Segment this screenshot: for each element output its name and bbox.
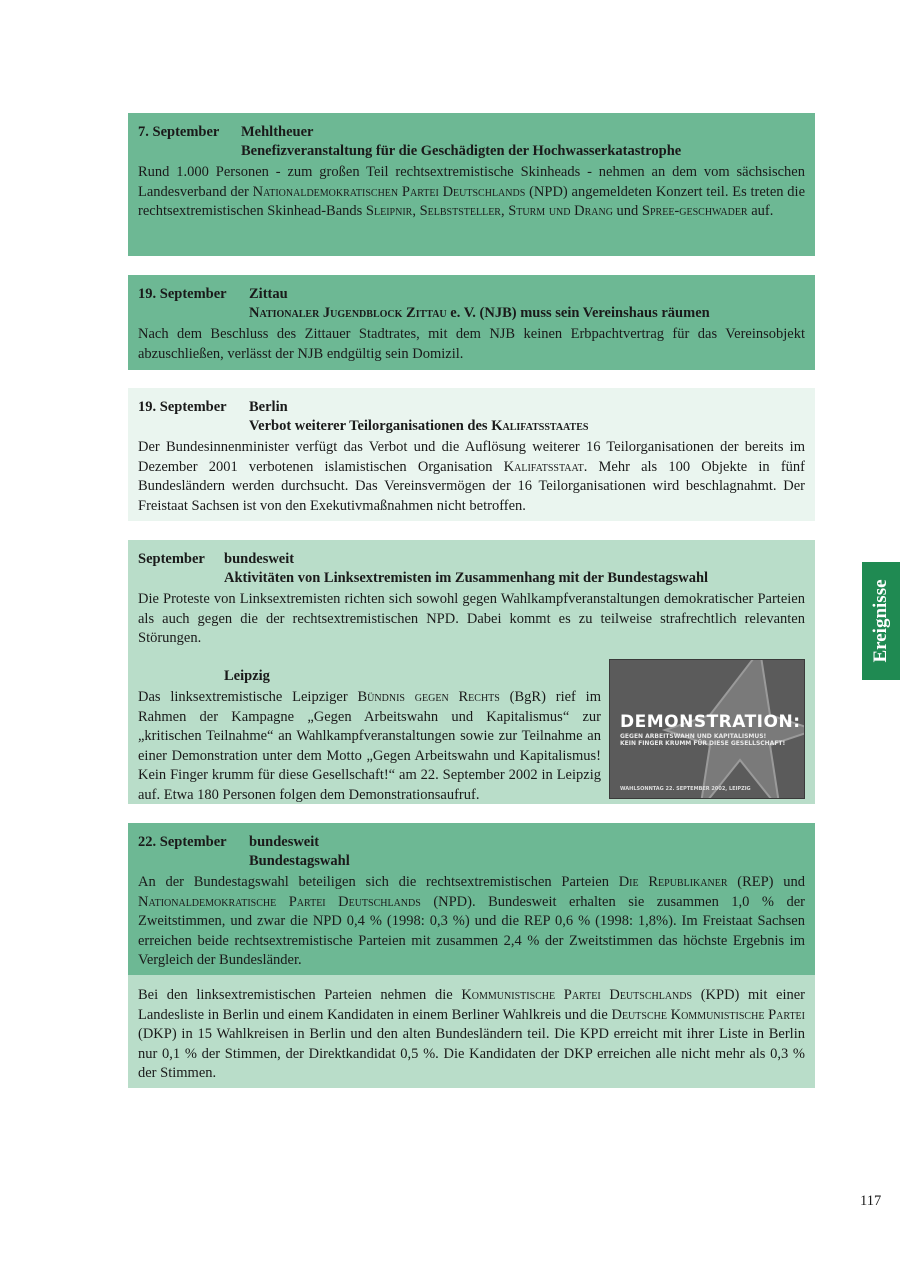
entry-place: Mehltheuer [241,124,314,140]
sub-entry-body: Das linksextremistische Leipziger Bündnis gegen Rechts (BgR) rief im Rahmen der Kampagne „Gegen Arbeitswahn und Kapitalismus“ zur „kritischen Teilnahme“ an Wahlkampfveranstaltungen sowie zur Teilnahme an einer Demonstration unter dem Motto „Gegen Arbeitswahn und Kapitalismus! Kein Finger krumm für diese Gesellschaft!“ am 22. September 2002 in Leipzig auf. Etwa 180 Personen folgen dem Demonstrationsaufruf. [138,689,601,803]
entry-header [138,833,805,871]
entry-date: 7. September [138,124,220,140]
entry-title: Benefizveranstaltung für die Geschädigten der Hochwasserkatastrophe [241,143,682,159]
entry-place: bundesweit [224,551,295,567]
entry-title: Aktivitäten von Linksextremisten im Zusammenhang mit der Bundestagswahl [224,570,709,586]
section-tab-label: Ereignisse [870,579,891,663]
entry-body: Der Bundesinnenminister verfügt das Verbot und die Auflösung weiterer 16 Teilorganisationen der bereits im Dezember 2001 verbotenen islamistischen Organisation Kalifatsstaat. Mehr als 100 Objekte in fünf Bundesländern werden durchsucht. Das Vereinsvermögen der 16 Teilorganisationen wird beschlagnahmt. Der Freistaat Sachsen ist von den Exekutivmaßnahmen nicht betroffen. [138,439,805,514]
poster-footer: WAHLSONNTAG 22. SEPTEMBER 2002, LEIPZIG [620,785,751,792]
poster-title: DEMONSTRATION: [620,711,801,732]
entry-header [138,285,805,323]
entry-body: Bei den linksextremistischen Parteien nehmen die Kommunistische Partei Deutschlands (KPD) mit einer Landesliste in Berlin und einem Kandidaten in einem Berliner Wahlkreis und die Deutsche Kommunistische Partei (DKP) in 15 Wahlkreisen in Berlin und den alten Bundesländern teil. Die KPD erreicht mit ihrer Liste in Berlin nur 0,1 % der Stimmen, der Direktkandidat 0,5 %. Die Kandidaten der DKP erreichen alle nicht mehr als 0,3 % der Stimmen. [138,987,805,1081]
entry-place: Berlin [249,399,288,415]
poster-subtitle: GEGEN ARBEITSWAHN UND KAPITALISMUS! KEIN FINGER KRUMM FÜR DIESE GESELLSCHAFT! [620,732,786,747]
entry-date: 19. September [138,286,227,302]
entry-header [138,398,805,436]
entry-body: An der Bundestagswahl beteiligen sich die rechtsextremistischen Parteien Die Republikaner (REP) und Nationaldemokratische Partei Deutschlands (NPD). Bundesweit erhalten sie zusammen 1,0 % der Zweitstimmen, und zwar die NPD 0,4 % (1998: 0,3 %) und die REP 0,6 % (1998: 1,8%). Im Freistaat Sachsen erreichen beide rechtsextremistische Parteien mit zusammen 2,4 % der Zweitstimmen das höchste Ergebnis im Vergleich der Bundesländer. [138,874,805,968]
entry-title: Nationaler Jugendblock Zittau e. V. (NJB) muss sein Vereinshaus räumen [249,305,710,321]
entry-place: Zittau [249,286,288,302]
entry-body: Rund 1.000 Personen - zum großen Teil rechtsextremistische Skinheads - nehmen an dem vom sächsischen Landesverband der Nationaldemokratischen Partei Deutschlands (NPD) angemeldeten Konzert teil. Es treten die rechtsextremistischen Skinhead-Bands Sleipnir, Selbststeller, Sturm und Drang und Spree-geschwader auf. [138,164,806,219]
event-entry-mehltheuer [128,113,815,256]
sub-entry-place: Leipzig [224,667,270,684]
sub-entry-text [138,667,609,806]
demonstration-poster-image [609,659,805,799]
event-entry-continuation [128,975,815,1088]
entry-header [138,123,805,161]
entry-header [138,550,805,588]
entry-body: Die Proteste von Linksextremisten richten sich sowohl gegen Wahlkampfveranstaltungen demokratischer Parteien als auch gegen die der rechtsextremistischen NPD. Dabei kommt es zu teilweise strafrechtlich relevanten Störungen. [138,591,805,646]
section-tab-ereignisse[interactable] [862,562,900,680]
entry-body: Nach dem Beschluss des Zittauer Stadtrates, mit dem NJB keinen Erbpachtvertrag für das Vereinsobjekt abzuschließen, verlässt der NJB endgültig sein Domizil. [138,326,805,362]
entry-title: Verbot weiterer Teilorganisationen des Kalifatsstaates [249,418,589,434]
event-entry-berlin [128,388,815,521]
page-number: 117 [860,1193,882,1209]
entry-date: September [138,551,205,567]
entry-date: 22. September [138,834,227,850]
entry-place: bundesweit [249,834,320,850]
event-entry-bundestagswahl [128,823,815,975]
sub-entry-leipzig [138,667,805,806]
event-entry-zittau [128,275,815,370]
event-entry-bundesweit-september [128,540,815,804]
entry-title: Bundestagswahl [249,853,350,869]
entry-date: 19. September [138,399,227,415]
